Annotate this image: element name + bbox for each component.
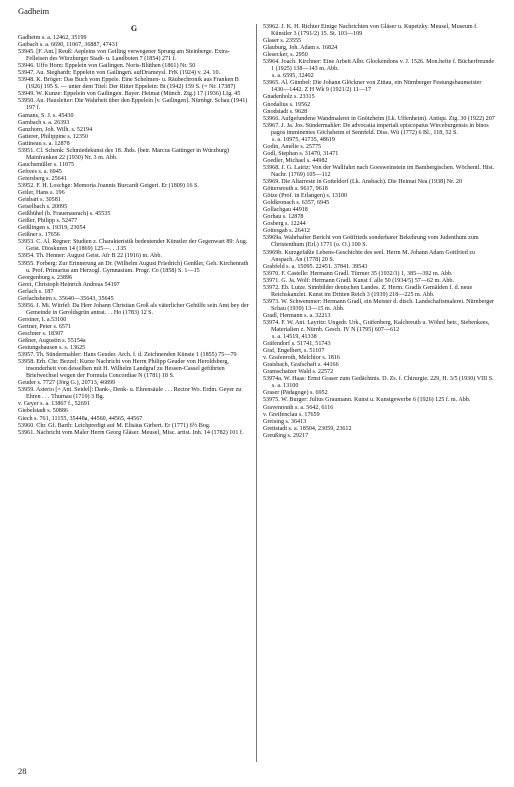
bib-entry: Gerstner, I. a.53100 (18, 316, 67, 323)
bib-entry: 53961. Nachricht vom Maler Herrn Georg Gläser. Meusel, Misc. artist. Inh. 14 (1782) 101 f. (18, 429, 244, 436)
bib-entry: Gradl, Hermann s. a. 32213 (263, 312, 331, 319)
bib-entry: 53969b. Kurzgefaßte Lebens-Geschichte des seel. Herrn M. Johann Adam Gottfried zu Anspach. An (1778) 20 S. (263, 249, 476, 263)
bib-entry: Greußing s. 29217 (263, 432, 309, 439)
bib-entry: Gattineau s. a. 12878 (18, 140, 70, 147)
bib-entry: Godin, Amélie s. 25775 (263, 143, 322, 150)
bib-entry: Gaibach s. a. 6690, 11067, 36887, 47431 (18, 42, 118, 49)
right-column (263, 24, 495, 440)
page-number: 28 (18, 766, 27, 776)
bib-entry: 53964. Joach. Kirchner: Eine Arbeit Albr. Glockendons v. J. 1526. Mon.hefte f. Bücherfreunde 1 (1925) 138—143 m. Abb. (263, 59, 495, 73)
bib-entry: 53954. Th. Henner: August Geist. Afr B 22 (1916) m. Abb. (18, 253, 162, 260)
bib-entry: Gosberg s. 12244 (263, 221, 306, 228)
bib-entry: Gefrees s. a. 6945 (18, 168, 62, 175)
bib-entry: Gerlach s. 187 (18, 288, 54, 295)
bib-entry: 53972. Eb. Lutze. Sinnbilder deutschen Landes. Z. Herm. Gradls Gemälden f. d. neue Reichskanzlei. Kunst im Dritten Reich 3 (1939) 218—225 m. Abb. (263, 284, 473, 298)
bib-entry: 53975. W. Burger: Julius Graumann. Kunst u. Kunstgewerbe 6 (1926) 125 f. m. Abb. (263, 397, 471, 404)
bib-entry: Goldkronach s. 6357, 6945 (263, 200, 330, 207)
bib-entry: Gambach s. a. 26393 (18, 119, 70, 126)
bib-entry: Göttersreuth s. 9617, 9618 (263, 186, 328, 193)
bib-entry: 53949. W. Kunze: Eppelein von Gailingen. Bayer. Heimat (Münch. Ztg.) 17 (1936) Lfg. 45 (18, 91, 241, 98)
bib-entry: Graser (Pädagoge) s. 6952 (263, 390, 328, 397)
bib-entry: 53974. F. W. Ant. Layritz: Ungedr. Urk., Gräfenberg, Kalchreuth u. Wöhrd betr., Siebenkees, Materialien z. Nürnb. Gesch. IV N (1795) 607—612 (263, 319, 490, 334)
bib-entry: Gottesgab s. 26412 (263, 228, 310, 235)
bib-entry: Geisbart s. 30581 (18, 197, 61, 204)
bib-entry: s. a. 10975, 41735, 48619 (272, 136, 335, 143)
running-head: Gadheim (18, 6, 50, 16)
bib-entry: s. a. 13100 (272, 383, 299, 390)
bib-entry: 53969. Die Altarreste in Gotteldorf (Lk. Ansbach). Die Heimat Nea (1938) Nr. 20 (263, 179, 463, 186)
bib-entry: 53974a. W. Haas: Ernst Graser zum Gedächtnis. D. Zs. f. Chirurgie. 229, H. 3/5 (1930) VIII S. (263, 376, 494, 383)
bib-entry: Gnodstadt s. 9628 (263, 108, 308, 115)
bib-entry: 53962. J. K. H. Richter Einige Nachrichten von Gläser u. Kupetzky. Meusel, Museum f. Künstler 3 (1791/2) 15. St. 103—109 (263, 24, 478, 38)
bib-entry: Götze (Prof. in Erlangen) s. 13100 (263, 193, 348, 200)
bib-entry: Geschner s. 18307 (18, 330, 64, 337)
bib-entry: Gestungshausen s. s. 13625 (18, 345, 86, 352)
bib-entry: Gorhau s. 12878 (263, 214, 304, 221)
bib-entry: Graisbach, Grafschaft s. 44166 (263, 362, 339, 369)
bib-entry: Gnadenholz s. 23315 (263, 94, 315, 101)
bib-entry: s. a. 14519, 41338 (272, 334, 317, 341)
bib-entry: 53967. J. Ja. Jos. Sündermahler: De advocatia imperiali episcopatus Wirceburgensis in binos pagos imminentes Göchsheim et Sennfeld. Diss. Wü (1772) 6 Bl., 118, 52 S. (263, 122, 489, 136)
bib-entry: 53968. J. G. Lairiz: Von der Wallfahrt nach Goesweinstein im Bambergischen. Wöchentl. Hist. Nachr. (1769) 105—112 (263, 164, 495, 178)
bib-entry: Graf, Engelbert, s. 51107 (263, 348, 325, 355)
bib-entry: 53971. G. Ja. Wolf: Hermann Gradl. Kunst f. alle 50 (1934/5) 57—62 m. Abb. (263, 277, 454, 284)
bib-entry: Geiersberg s. 25641 (18, 175, 67, 182)
column-divider (256, 24, 257, 762)
bib-entry: Giebelstadt s. 50886 (18, 408, 68, 415)
bib-entry: Glaser s. 23555 (263, 38, 302, 45)
bib-entry: Gauchsmüller s. 11075 (18, 161, 75, 168)
bib-entry: 53965. Al. Gümbel: Die Johann Glöckner von Zittau, ein Nürnberger Festungsbaumeister 1430—1442. Z H Wk 9 (1921/2) 11—17 (263, 80, 482, 94)
bib-entry: 53969a. Wahrhafter Bericht von Gottfrieds sonderbarer Bekehrung vom Judenthum zum Christenthum (Erl.) 1771 (o. O.) 100 S. (263, 235, 479, 249)
bib-entry: Gravenreuth s. a. 5642, 6116 (263, 404, 334, 411)
bib-entry: Giech s. 761, 11155, 35448a, 44560, 44565, 44567 (18, 415, 143, 422)
bib-entry: Gollachgau 44918 (263, 207, 308, 214)
letter-heading: G (130, 24, 138, 33)
bib-entry: s. a. 6595, 32402 (272, 73, 314, 80)
bib-entry: Geiselbach s. 20095 (18, 204, 68, 211)
bib-entry: Gräfendorf s. 51741, 51743 (263, 341, 331, 348)
bib-entry: 53956. J. Mi. Würfel: Da Herr Johann Christian Groß als väterlicher Gehülfe sein Amt bey der Gemeinde in Geroldsgrün antrat. . . Ho (1783) 12 S. (18, 302, 249, 316)
bib-entry: Goedler, Michael s. 44982 (263, 157, 328, 164)
bib-entry: 53970. F. Castelle: Hermann Gradl. Türmer 35 (1932/3) 1, 385—392 m. Abb. (263, 270, 453, 277)
bib-entry: Geiler, Hans s. 196 (18, 190, 65, 197)
bib-entry: 53947. Au. Sieghardt: Eppelein von Gailingen. aufDrameysl. FrK (1924) v. 24. 10. (18, 70, 221, 77)
bib-entry: 53953. C. Al. Regner: Studien z. Charakteristik bedeutender Künstler der Gegenwart 89: Aug. Geist. Dioskuren 14 (1869) 125—. . .135 (18, 239, 248, 253)
bib-entry: 53955. Forberg: Zur Erinnerung an Dr. (Wilhelm August Friedrich) Genßler, Geh. Kirchenrath u. Prof. Primarius am Herzogl. Gymnasium. Progr. Co (1858) S. 1—15 (18, 260, 249, 274)
bib-entry: Geißlingen s. 19319, 23054 (18, 225, 86, 232)
bib-entry: 53952. F. H. Loschge: Memoria Joannis Burcardi Geigeri. Er (1809) 16 S. (18, 182, 199, 189)
bib-entry: Grettstadt s. a. 18504, 23059, 23612 (263, 425, 352, 432)
bib-entry: Glauburg, Joh. Adam s. 16824 (263, 45, 338, 52)
bib-entry: 53959. Asterio [= Ant. Seidel]: Dank-, Denk- u. Ehrensäule . . . Rector Wo. Erdm. Geyer zu Ehren . . . Thurnau (1719) 3 Bg. (18, 387, 242, 401)
bib-entry: 53966. Aufgefundene Wandmalerei in Gnötzheim (Lk. Uffenheim). Antiqu. Ztg. 30 (1922) 207 (263, 115, 495, 122)
bib-entry: Geißner s. 17656 (18, 232, 60, 239)
bib-entry: Gertner, Peter s. 6571 (18, 323, 72, 330)
bib-entry: Gnodalius s. 19562 (263, 101, 311, 108)
bib-entry: 53946. Uffo Horn: Eppelein von Gailingen. Noris-Blüthen (1861) Nr. 50 (18, 63, 196, 70)
bib-entry: Godl, Stephan s. 31470, 31471 (263, 150, 339, 157)
bib-entry: 53945. [F. Ant.] Reuß: Aepleins von Geiling verwegener Sprung am Steinberge. Extra-Felleisen des Würzburger Stadt- u. Landboten 7 (1854) 271 f. (18, 49, 230, 63)
bib-entry: 53948. K. Bröger: Das Buch vom Eppele. Eine Schelmen- u. Räubechronik aus Franken B (1926) 195 S. — unter dem Titel: Der Ritter Eppelein: Bt (1942) 159 S. (= Nr. 17387) (18, 77, 239, 91)
bib-entry: 53973. W. Schwemmer: Hermann Gradl, ein Meister d. dtsch. Landschaftsmalerei. Nürnberger Schau (1939) 13—15 m. Abb. (263, 298, 495, 312)
bib-entry: 53960. Chr. Gf. Barth: Leichpredigt auf M. Elisäus Girbert. Er (1771) 6½ Bog. (18, 422, 211, 429)
bib-entry: v. Grafenroth, Melchior s. 1816 (263, 355, 340, 362)
bib-entry: 53957. Th. Sündermahler: Hans Geuder. Arch. f. d. Zeichnenden Künste 1 (1855) 75—79 (18, 352, 237, 359)
bib-entry: Gamans, S. J. s. 45430 (18, 112, 74, 119)
bib-entry: 53951. Cl. Schenk: Schmiedekunst des 18. Jhds. (betr. Marcus Gattinger in Würzburg) Mainfranken 22 (1930) Nr. 3 m. Abb. (18, 147, 229, 161)
bib-entry: Gatterer, Philippine s. 12350 (18, 133, 88, 140)
bib-entry: Gramschatzer Wald s. 22572 (263, 369, 334, 376)
bib-entry: Grabfeld s. a. 15095. 22451. 37841. 39543 (263, 263, 368, 270)
bib-entry: Georgenburg s. 23896 (18, 274, 73, 281)
bib-entry: Ganzhorn, Joh. Wilh. s. 52194 (18, 126, 93, 133)
bib-entry: Geret, Christoph Heinrich Andreas 54197 (18, 281, 120, 288)
bib-entry: Geißer, Philipp s. 52477 (18, 218, 78, 225)
bib-entry: Greising s. 36413 (263, 418, 307, 425)
bib-entry: Glesecker, s. 2950 (263, 52, 308, 59)
bib-entry: v. Geyer s. a. 13867 f., 52691 (18, 401, 90, 408)
bib-entry: 53958. Erh. Chr. Bezzel: Kurze Nachricht von Herrn Philipp Geuder von Heroldsberg, insonderheit von desselben mit H. Wilhelm Landgraf zu Hessen-Cassel geführten Briefwechsel wegen der Formula Concordiae N (1781) 18 S. (18, 359, 229, 380)
bib-entry: Geuder s. 7727 (Jörg G.), 20713, 46899 (18, 380, 116, 387)
bib-entry: 53950. Au. Hausleiter: Die Wahrheit über den Eppelein [v. Gailingen]. Nürnbgr. Schau (1941) 197 f. (18, 98, 248, 112)
bib-entry: Geßner, Augustin s. 55154a (18, 338, 86, 345)
bib-entry: Gerlachsheim s. 35640—35643, 35645 (18, 295, 114, 302)
bib-entry: v. Greifenclau s. 17659 (263, 411, 320, 418)
left-column (18, 24, 250, 437)
bib-entry: Gadheim s. a. 12462, 35199 (18, 35, 87, 41)
bib-entry: Geißbühel (b. Frauenaurach) s. 45535 (18, 211, 111, 218)
